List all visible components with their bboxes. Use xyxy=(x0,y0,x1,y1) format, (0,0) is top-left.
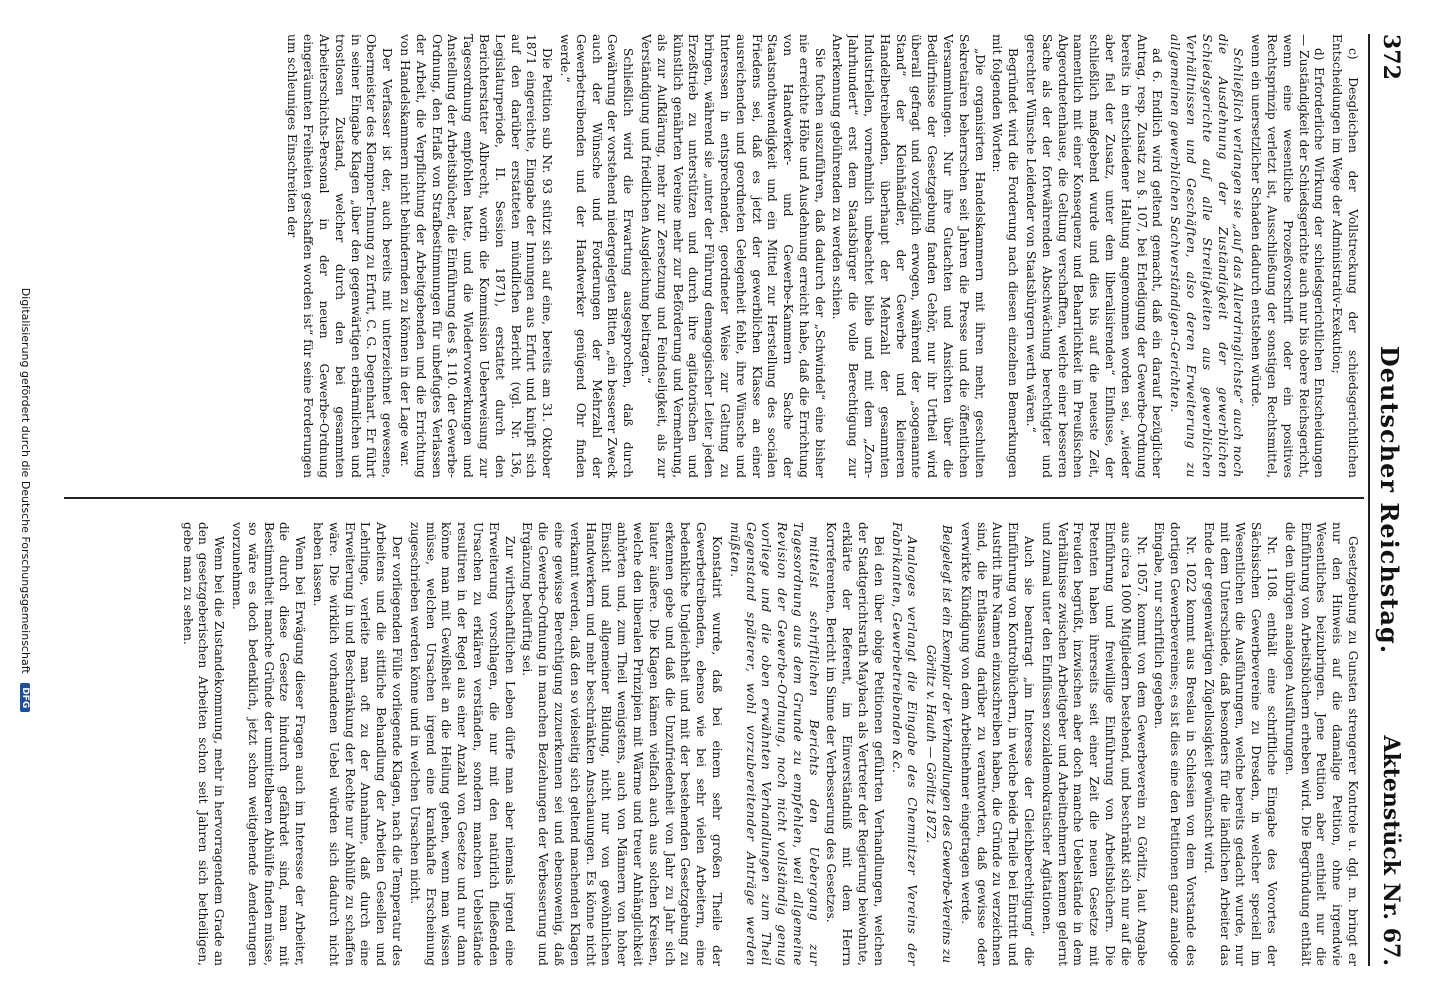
paragraph: Schließlich wird die Erwartung ausgesprochen, daß durch Gewährung der vorstehend niedergelegten Bitten „ein besserer Zweck auch der Wünsche und Forderungen der Mehrzahl der Gewerbetreibenden und der Handwerker genügend Ohr finden werde.“ xyxy=(557,34,636,478)
page-number: 372 xyxy=(1378,34,1404,80)
header-rule xyxy=(1368,34,1370,966)
paragraph: Wenn bei Erwägung dieser Fragen auch im Interesse der Arbeiter, die durch diese Gesetze hindurch gefährdet sind, man mit Bestimmtheit manche Gründe der unmittelbaren Abhülfe finden müsse, so wäre es doch bedenklich, jetzt schon weitgehende Aenderungen vorzunehmen. xyxy=(230,522,308,966)
paragraph: d) Erforderliche Wirkung der schiedsgerichtlichen Entscheidungen — Zuständigkeit der Schiedsgerichte auch nur bis obere Reichsgericht, wenn eine wesentliche Prozeßvorschrift oder ein positives Rechtsprinzip verletzt ist, Ausschließung der sonstigen Rechtsmittel, wenn ein unersetzlicher Schaden dadurch entstehen würde. xyxy=(1249,34,1327,478)
paragraph: Zur wirthschaftlichen Leben dürfe man aber niemals irgend eine Erweiterung vorschlagen, die nur mit den natürlich fließenden Ursachen zu erklären verständen, sondern manchen Uebelstände resultiren in der Regel aus einer Anzahl von Gesetze und nur dann könne man mit Gewißheit an die Heilung gehen, wenn man wissen müsse, welchen Ursachen irgend eine krankhafte Erscheinung zugeschrieben werden könne und in welchen Ursachen nicht. xyxy=(407,522,517,966)
dfg-logo: DFG xyxy=(20,683,30,712)
footer-credit: Digitalisierung gefördert durch die Deutsche Forschungsgemeinschaft xyxy=(19,287,32,674)
paragraph: Begründet wird die Forderung nach diesen einzelnen Bemerkungen mit folgenden Worten: xyxy=(990,34,1021,478)
paragraph: Analoges verlangt die Eingabe des Chemnitzer Vereins der Fabrikanten, Gewerbetreibenden &c. xyxy=(889,522,920,966)
column-divider xyxy=(64,497,1364,499)
paragraph: Der Verfasser ist der, auch bereits mit unterzeichnet gewesene, Obermeister des Klempner-Innung zu Erfurt, C. G. Degenhart. Er führt in seiner Eingabe Klagen „über den gegenwärtigen erbärmlichen und trostlosen Zustand, welcher durch den bei gesammten Arbeiterschichts-Personal in der neuen Gewerbe-Ordnung eingeräumten Freiheiten geschaffen worden ist“ für seine Forderungen um schleuniges Einschreiten der xyxy=(285,34,395,478)
paragraph: c) Desgleichen der Vollstreckung der schiedsgerichtlichen Entscheidungen im Wege der Administrativ-Exekution; xyxy=(1330,34,1360,478)
paragraph: Auch sie beantragt „im Interesse der Gleichberechtigung“ die Einführung von Kontrolbüchern, in welche beide Theile bei Eintritt und Austritt ihre Namen einzuschreiben haben, die Gründe zu verzeichnen sind, die Entlassung darüber zu verantworten, daß gewisse oder verwirkte Kündigung von dem Arbeitnehmer eingetragen werde. xyxy=(958,522,1037,966)
paragraph: Konstatirt wurde, daß bei einem sehr großen Theile der Gewerbetreibenden, ebenso wie bei sehr vielen Arbeitern, eine bedenkliche Ungleichheit und mit der bestehenden Gesetzgebung zu erkennen gebe und daß die Unzufriedenheit von Jahr zu Jahr sich lauter äußere. Die Klagen kämen vielfach auch aus solchen Kreisen, welche den liberalen Prinzipien mit Wärme und treuer Anhänglichkeit anhörten und, zum Theil wenigstens, auch von Männern von hoher Einsicht und allgemeiner Bildung, nicht nur von gewöhnlichen Handwerkern und mehr beschränkten Anschauungen. Es könne nicht verkannt werden, daß den so vielseitig sich geltend machenden Klagen eine gewisse Berechtigung zuzuerkennen sei und ebensowenig, daß die Gewerbe-Ordnung in manchen Beziehungen der Verbesserung und Ergänzung bedürftig sei. xyxy=(520,522,724,966)
digitization-footer xyxy=(19,0,32,1000)
paragraph: Wenn bei die Zustandekommung, mehr in hervorragendem Grade an den gesetzgeberischen Arbeiten schon seit Jahren sich betheiligen, gebe man zu sehen. xyxy=(180,522,227,966)
paragraph: Nr. 1022 kommt aus Breslau in Schlesien von dem Vorstande des dortigen Gewerbevereines; es ist dies eine den Petitionen ganz analoge Eingabe, nur schriftlich gegeben. xyxy=(1152,522,1199,966)
paragraph: Beigelegt ist ein Exemplar der Verhandlungen des Gewerbe-Vereins zu Görlitz v. Hauth — Görlitz 1872. xyxy=(924,524,955,964)
quoted-paragraph: „Die organisirten Handelskammern mit ihren mehr, geschulten Sekretairen beherrschen seit Jahren die Presse und die öffentlichen Versammlungen. Nur ihre Gutachten und Ansichten über die Bedürfnisse der Gesetzgebung fanden Gehör, nur ihr Urtheil wird überall gefragt und vorzüglich erwogen, während der „sogenannte Stand“ der Kleinhändler, der Gewerbe und kleineren Handelbetreibenden, überhaupt der Mehrzahl der gesammten Industriellen, vornehmlich unbeachtet blieb und mit dem „Zorn-Jahrhundert“ erst dem Staatsbürger die volle Berechtigung zur Anerkennung gebührenden zu werden schien. xyxy=(830,34,987,478)
left-text-column xyxy=(64,34,1360,478)
paragraph: mittelst schriftlichen Berichts den Uebergang zur Tagesordnung aus dem Grunde zu empfehlen, weil allgemeine Revision der Gewerbe-Ordnung, noch nicht vollständig genug vorliege und die oben erwähnten Verhandlungen zum Theil Gegenstand späterer, wohl vorzubereitender Anträge werden müßten. xyxy=(727,522,821,966)
paragraph: Nr. 1057. kommt von dem Gewerbeverein zu Görlitz, laut Angabe aus circa 1000 Mitgliedern bestehend, und beschränkt sich nur auf die Einführung und freiwillige Einführung von Arbeitsbüchern. Die Petenten haben ihrerseits seit einer Zeit die neuen Gesetze mit Freuden begrüßt, inzwischen aber doch manche Uebelstände in dem Verhältnisse zwischen Arbeitgeber und Arbeitnehmern kennen gelernt und zumal unter den Einflüssen sozialdemokratischer Agitationen. xyxy=(1039,522,1149,966)
paragraph: Bei den über obige Petitionen geführten Verhandlungen, welchen der Stadtgerichtsrath Maybach als Vertreter der Regierung beiwohnte, erklärte der Referent, im Einverständniß mit dem Herrn Korreferenten, Bericht im Sinne der Verbesserung des Gesetzes. xyxy=(824,522,886,966)
page-header xyxy=(1374,34,1404,966)
paragraph: Gesetzgebung zu Gunsten strengerer Kontrole u. dgl. m. bringt er nur den Hinweis auf die damalige Petition, ohne irgendwie Wesentliches beizubringen. Jene Petition aber enthielt nur die Einführung von Arbeitsbüchern erheben wird. Die Begründung enthält die den übrigen analogen Ausführungen. xyxy=(1282,522,1360,966)
paragraph: Sie fuchen auszuführen, daß dadurch der „Schwindel“ eine bisher nie erreichte Höhe und Ausdehnung erreicht habe, daß die Errichtung von Handwerker- und Gewerbe-Kammern Sache der Staatsnothwendigkeit und ein Mittel zur Herstellung des socialen Friedens sei, daß es jetzt der gewerblichen Klasse an einer ausreichenden und geordneten Gelegenheit fehle, ihre Wünsche und Interessen in entsprechender, geordneter Weise zur Geltung zu bringen, während sie „unter der Führung demagogischer Leiter jeden Erzeßtrieb zu unterstützen und durch ihre agitatorischen und künstlich genährten Vereine mehr zur Beförderung und Vermehrung, als zur Aufklärung, mehr zur Zersetzung und Feindseligkeit, als zur Verständigung und friedlichen Ausgleichung beitragen.“ xyxy=(638,34,827,478)
right-text-column xyxy=(64,522,1360,966)
paragraph: Der vorliegenden Fülle vorliegende Klagen, nach die Temperatur des Arbeitens und die sittliche Behandlung der Arbeiten Gesellen und Lehrlinge, verleite man oft zu der Annahme, daß durch eine Erweiterung in und Beschränkung der Rechte nur Abhülfe zu schaffen wäre. Die wirklich vorhandenen Uebel würden sich dadurch nicht heben lassen. xyxy=(311,522,404,966)
paragraph: Nr. 1108. enthält eine schriftliche Eingabe des Vorortes der Sächsischen Gewerbevereine zu Dresden, in welcher speciell im Wesentlichen die Ausführungen, welche bereits gedacht wurde, nur mit dem Unterschiede, daß besonders für die ländlichen Arbeiter das Ende der gegenwärtigen Zügellosigkeit gewünscht wird. xyxy=(1201,522,1280,966)
document-section: Aktenstück Nr. 67. xyxy=(1378,735,1404,966)
page-title: Deutscher Reichstag. xyxy=(1375,345,1404,655)
paragraph: Schließlich verlangen sie „auf das Allerdringlichste“ auch noch die Ausdehnung der Zuständigkeit der gewerblichen Schiedsgerichte auf alle Streitigkeiten aus gewerblichen Verhältnissen und Geschäften, also deren Erweiterung zu allgemeinen gewerblichen Sachverständigen-Gerichten. xyxy=(1168,34,1246,478)
paragraph: Die Petition sub Nr. 93 stützt sich auf eine, bereits am 31. Oktober 1871 eingereichte, Eingabe der Innungen aus Erfurt und knüpft sich auf den darüber erstatteten mündlichen Bericht (vgl. Nr. 136, Legislaturperiode, II. Session 1871), erstattet durch den Berichterstatter Albrecht, worin die Kommission Ueberweisung zur Tagesordnung empfohlen hatte, und die Wiedervorwerkungen und Anstellung der Arbeitsbücher, die Einführung des §. 110. der Gewerbe-Ordnung, den Erlaß von Strafbestimmungen für unbefugtes Verlassen der Arbeit, die Verpflichtung der Arbeitgebenden und die Errichtung von Handelskammern nicht behindernden zu können in der Lage war. xyxy=(397,34,555,478)
paragraph: ad 6. Endlich wird geltend gemacht, daß ein darauf bezüglicher Antrag, resp. Zusatz zu §. 107, bei Erledigung der Gewerbe-Ordnung bereits in entschiedener Haltung angenommen worden sei, „wieder aber fiel der Zusatz, unter dem liberalisirenden“ Einflusse, der schließlich maßgebend wurde und dies bis auf die neueste Zeit, namentlich mit einer Konsequenz und Beharrlichkeit im Preußischen Abgeordnetenhause, die Geltung verschafften, welche einer besseren Sache als der der fortwährenden Abschwächung berechtigter und gerechter Wünsche Leidender von Staatsbürgern werth wären.“ xyxy=(1024,34,1165,478)
